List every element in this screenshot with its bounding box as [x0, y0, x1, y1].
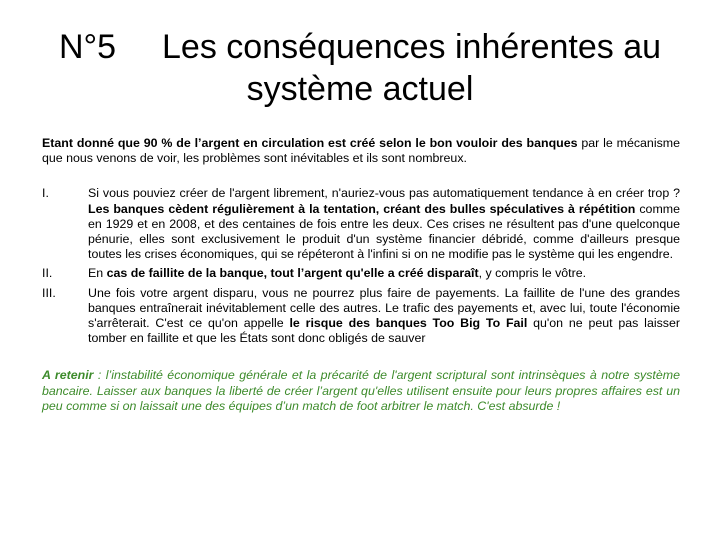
slide-title [0, 26, 720, 110]
list-item [42, 286, 680, 347]
title-line-1 [0, 26, 720, 68]
retenir-text: : l’instabilité économique générale et la précarité de l'argent scriptural sont intrinsèques à notre système bancaire. Laisser aux banques la liberté de créer l’argent qu'elles utilisent ensuite pour leurs propres affaires est un peu comme si on laissait une des équipes d’un match de foot arbitrer le match. C'est absurde ! [42, 368, 680, 413]
item-text-part: Une fois votre argent disparu, vous ne pourrez plus faire de payements. La faillite de l'une des grandes banques entraînerait inévitablement celle des autres. Le trafic des payements et, avec lui, toute l'économie s'arrêterait. C'est ce qu'on appelle [88, 285, 680, 331]
title-line-2: système actuel [246, 70, 474, 108]
slide-number: N°5 [58, 28, 117, 66]
retenir-label: A retenir [42, 368, 94, 383]
list-numeral: I. [42, 186, 49, 201]
item-bold-part: Les banques cèdent régulièrement à la tentation, créant des bulles spéculatives à répétition [88, 201, 636, 216]
slide-body [42, 136, 680, 426]
item-text-part: En [88, 266, 107, 281]
item-bold-part: le risque des banques Too Big To Fail [289, 316, 528, 331]
list-item-text [88, 286, 680, 347]
intro-rest: par le mécanisme que nous venons de voir, les problèmes sont inévitables et ils sont nombreux. [42, 136, 680, 166]
list-numeral: II. [42, 266, 53, 281]
retenir-paragraph [42, 368, 680, 414]
consequence-list [42, 186, 680, 346]
item-text-part: , y compris le vôtre. [478, 266, 587, 281]
list-item [42, 266, 680, 281]
intro-bold: Etant donné que 90 % de l’argent en circulation est créé selon le bon vouloir des banques [42, 136, 578, 150]
list-numeral: III. [42, 285, 56, 300]
intro-paragraph [42, 136, 680, 166]
title-text-1: Les conséquences inhérentes au [162, 28, 662, 66]
item-bold-part: cas de faillite de la banque, tout l’argent qu'elle a créé disparaît [106, 266, 479, 281]
list-item-text [88, 186, 680, 262]
item-text-part: Si vous pouviez créer de l'argent librement, n'auriez-vous pas automatiquement tendance à en créer trop ? [88, 186, 680, 201]
list-item [42, 186, 680, 262]
item-text-part: qu'on ne peut pas laisser tomber en faillite et que les États sont donc obligés de sauver [88, 316, 680, 346]
list-item-text [88, 266, 680, 281]
item-text-part: comme en 1929 et en 2008, et des centaines de fois entre les deux. Ces crises ne résultent pas d'une quelconque pénurie, elles sont exclusivement le produit d'un système financier débridé, comme d'ailleurs presque toutes les crises économiques, qui se répéteront à l'infini si on ne modifie pas le système qui les engendre. [88, 201, 680, 262]
